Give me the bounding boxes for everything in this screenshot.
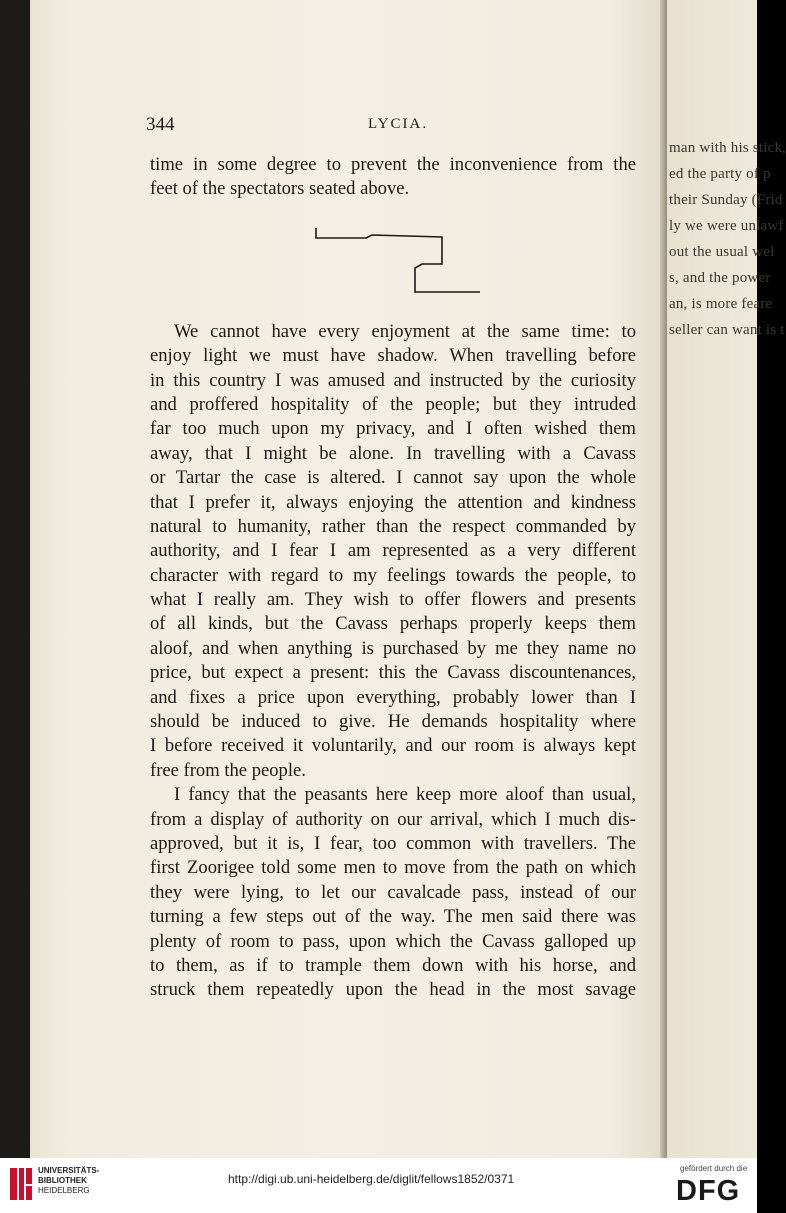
- text-line: We cannot have every enjoyment at the same time: to: [174, 320, 636, 342]
- facing-page-edge: [667, 0, 786, 1158]
- seat-profile-diagram: [312, 226, 484, 296]
- text-line: I fancy that the peasants here keep more aloof than usual,: [174, 784, 636, 806]
- digital-library-footer: [0, 1158, 757, 1213]
- text-line: character with regard to my feelings towards the people, to: [150, 564, 636, 586]
- facing-page-fragment: out the usual wel: [669, 244, 775, 260]
- text-line: from a display of authority on our arrival, which I much dis-: [150, 808, 636, 830]
- text-line: should be induced to give. He demands hospitality where: [150, 711, 636, 733]
- text-line: enjoy light we must have shadow. When travelling before: [150, 345, 636, 367]
- text-line: feet of the spectators seated above.: [150, 178, 410, 200]
- facing-page-fragment: their Sunday (Frid: [669, 192, 783, 208]
- text-line: and proffered hospitality of the people; but they intruded: [150, 393, 636, 415]
- text-line: in this country I was amused and instructed by the curiosity: [150, 369, 636, 391]
- text-line: price, but expect a present: this the Cavass discountenances,: [150, 662, 636, 684]
- sponsor-label: gefördert durch die: [680, 1164, 748, 1173]
- text-line: they were lying, to let our cavalcade pass, instead of our: [150, 881, 636, 903]
- permalink-url[interactable]: http://digi.ub.uni-heidelberg.de/diglit/fellows1852/0371: [228, 1172, 515, 1186]
- text-line: of all kinds, but the Cavass perhaps properly keeps them: [150, 613, 636, 635]
- facing-page-fragment: s, and the power: [669, 270, 771, 286]
- text-line: struck them repeatedly upon the head in the most savage: [150, 979, 636, 1001]
- university-library-name: UNIVERSITÄTS- BIBLIOTHEK HEIDELBERG: [38, 1166, 100, 1195]
- university-library-logo: [8, 1164, 34, 1204]
- text-line: away, that I might be alone. In travelling with a Cavass: [150, 442, 636, 464]
- text-line: I before received it voluntarily, and our room is always kept: [150, 735, 636, 757]
- text-line: time in some degree to prevent the inconvenience from the: [150, 154, 636, 175]
- running-head: [146, 114, 634, 140]
- text-line: what I really am. They wish to offer flowers and presents: [150, 589, 636, 611]
- text-line: that I prefer it, always enjoying the attention and kindness: [150, 491, 636, 513]
- facing-page-fragment: an, is more feare: [669, 296, 773, 312]
- text-line: aloof, and when anything is purchased by me they name no: [150, 637, 636, 659]
- text-line: plenty of room to pass, upon which the Cavass galloped up: [150, 930, 636, 952]
- text-line: turning a few steps out of the way. The men said there was: [150, 906, 636, 928]
- facing-page-fragment: ed the party of p: [669, 166, 771, 182]
- facing-page-fragment: ly we were unlawf: [669, 218, 784, 234]
- running-title: LYCIA.: [368, 116, 429, 132]
- text-line: or Tartar the case is altered. I cannot say upon the whole: [150, 467, 636, 489]
- text-line: far too much upon my privacy, and I often wished them: [150, 418, 636, 440]
- text-line: first Zoorigee told some men to move from the path on which: [150, 857, 636, 879]
- text-line: authority, and I fear I am represented as a very different: [150, 540, 636, 562]
- facing-page-fragment: seller can want is t: [669, 322, 785, 338]
- facing-page-fragment: man with his stick,: [669, 140, 786, 156]
- text-line: free from the people.: [150, 759, 306, 781]
- seat-profile-line: [316, 228, 480, 292]
- text-line: and fixes a price upon everything, probably lower than I: [150, 686, 636, 708]
- dfg-logo: DFG: [676, 1175, 741, 1207]
- page-number: 344: [146, 114, 175, 135]
- text-line: natural to humanity, rather than the respect commanded by: [150, 515, 636, 537]
- text-line: approved, but it is, I fear, too common with travellers. The: [150, 832, 636, 854]
- text-line: to them, as if to trample them down with his horse, and: [150, 954, 636, 976]
